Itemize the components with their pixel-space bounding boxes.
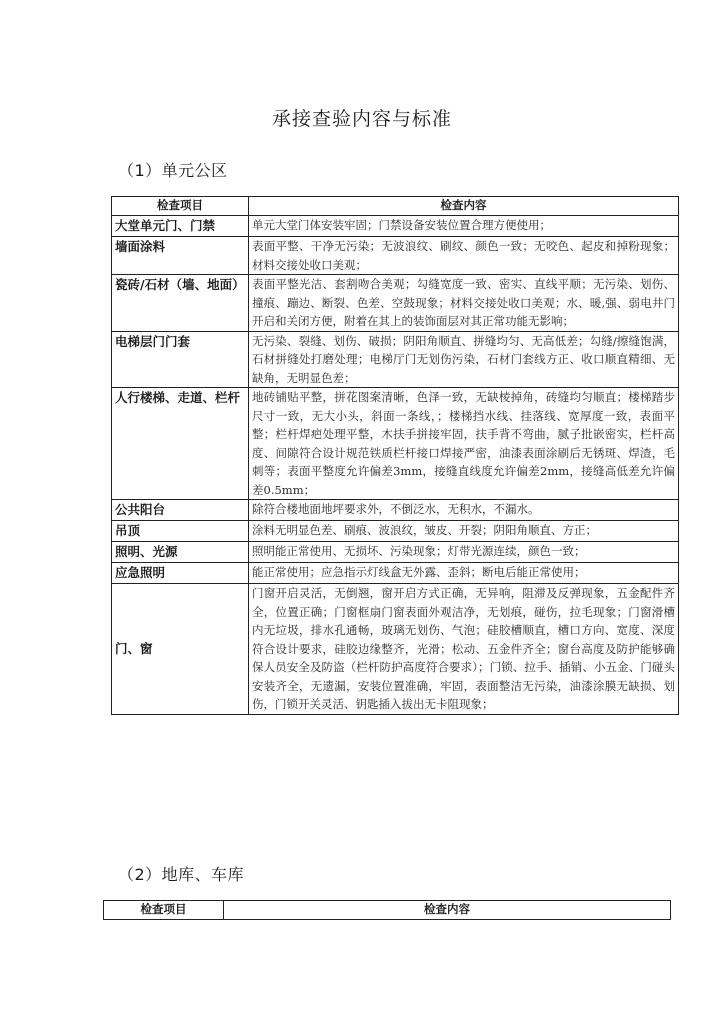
table-row (112, 584, 679, 715)
row-item: 瓷砖/石材（墙、地面） (112, 275, 249, 332)
table-row (112, 500, 679, 521)
inspection-table-public-area (111, 196, 679, 715)
header-item: 检查项目 (104, 901, 224, 920)
row-item: 公共阳台 (112, 500, 249, 521)
table-row (112, 542, 679, 563)
row-content: 除符合楼地面地坪要求外，不倒泛水，无积水，不漏水。 (249, 500, 679, 521)
row-item: 门、窗 (112, 584, 249, 715)
row-item: 人行楼梯、走道、栏杆 (112, 388, 249, 500)
page-title: 承接查验内容与标准 (271, 108, 452, 130)
row-item: 照明、光源 (112, 542, 249, 563)
table-header-row (112, 197, 679, 216)
table-row (112, 275, 679, 332)
section-heading-public-area: （1）单元公区 (118, 161, 228, 180)
inspection-table-garage (103, 900, 671, 920)
row-content: 无污染、裂缝、划伤、破损；阴阳角顺直、拼缝均匀、无高低差；勾缝/擦缝饱满，石材拼缝处打磨处理；电梯厅门无划伤污染，石材门套线方正、收口顺直精细、无缺角，无明显色差； (249, 331, 679, 388)
row-content: 照明能正常使用、无损坏、污染现象；灯带光源连续，颜色一致； (249, 542, 679, 563)
section-heading-garage: （2）地库、车库 (118, 865, 245, 884)
row-content: 门窗开启灵活，无倒翘，窗开启方式正确，无异响，阻滞及反弹现象，五金配件齐全，位置正确；门窗框扇门窗表面外观洁净，无划痕，碰伤，拉毛现象；门窗滑槽内无垃圾，排水孔通畅，玻璃无划伤、气泡；硅胶槽顺直，槽口方向、宽度、深度符合设计要求，硅胶边缘整齐，光滑；松动、五金件齐全；窗台高度及防护能够确保人员安全及防盗（栏杆防护高度符合要求）；门锁、拉手、插销、小五金、门碰头安装齐全，无遗漏，安装位置准确，牢固，表面整洁无污染，油漆涂膜无缺损、划伤，门锁开关灵活、钥匙插入拔出无卡阻现象； (249, 584, 679, 715)
row-content: 表面平整、干净无污染；无波浪纹、刷纹、颜色一致；无咬色、起皮和掉粉现象；材料交接处收口美观； (249, 237, 679, 275)
row-item: 吊顶 (112, 521, 249, 542)
row-content: 地砖铺贴平整，拼花图案清晰，色泽一致，无缺棱掉角，砖缝均匀顺直；楼梯踏步尺寸一致，无大小头，斜面一条线，；楼梯挡水线、挂落线、宽厚度一致，表面平整；栏杆焊疤处理平整，木扶手拼接牢固，扶手背不弯曲，腻子批嵌密实，栏杆高度、间隙符合设计规范铁质栏杆接口焊接严密，油漆表面涂刷后无锈斑、焊渣，毛刺等；表面平整度允许偏差3mm，接缝直线度允许偏差2mm，接缝高低差允许偏差0.5mm； (249, 388, 679, 500)
row-item: 应急照明 (112, 563, 249, 584)
table-row (112, 216, 679, 237)
row-content: 涂料无明显色差、刷痕、波浪纹，皱皮、开裂；阴阳角顺直、方正； (249, 521, 679, 542)
header-content: 检查内容 (224, 901, 671, 920)
header-item: 检查项目 (112, 197, 249, 216)
table-row (112, 388, 679, 500)
row-content: 能正常使用；应急指示灯线盒无外露、歪斜；断电后能正常使用； (249, 563, 679, 584)
header-content: 检查内容 (249, 197, 679, 216)
row-item: 电梯层门门套 (112, 331, 249, 388)
row-content: 表面平整光洁、套割吻合美观；勾缝宽度一致、密实、直线平顺；无污染、划伤、撞痕、蹦边、断裂、色差、空鼓现象；材料交接处收口美观；水、暖,强、弱电井门开启和关闭方便，附着在其上的装饰面层对其正常功能无影响； (249, 275, 679, 332)
table-row (112, 563, 679, 584)
table-row (112, 237, 679, 275)
row-item: 墙面涂料 (112, 237, 249, 275)
row-item: 大堂单元门、门禁 (112, 216, 249, 237)
table-row (112, 521, 679, 542)
row-content: 单元大堂门体安装牢固；门禁设备安装位置合理方便使用； (249, 216, 679, 237)
table-row (112, 331, 679, 388)
table-header-row (104, 901, 671, 920)
